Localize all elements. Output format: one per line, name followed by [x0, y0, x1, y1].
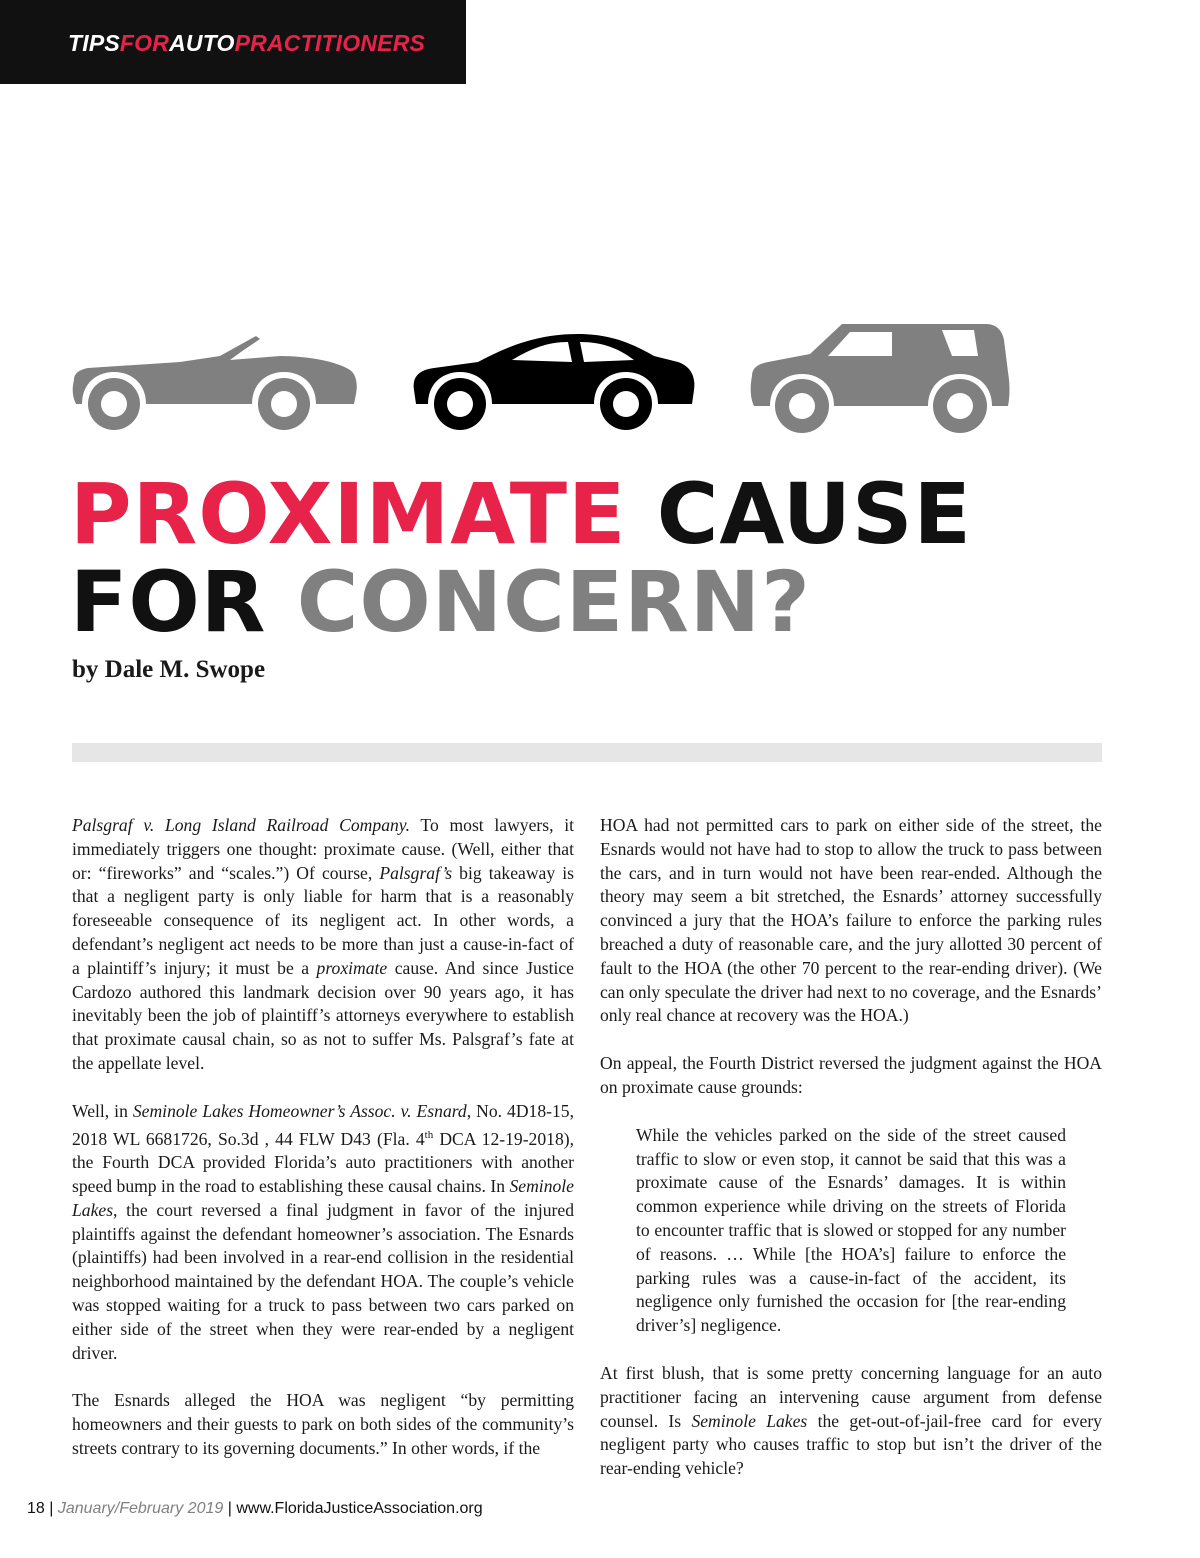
headline-proximate: PROXIMATE: [70, 465, 627, 563]
headline-cause: CAUSE: [656, 465, 972, 563]
case-name-seminole-short: Seminole Lakes: [72, 1176, 574, 1220]
suv-icon: [746, 318, 1016, 436]
paragraph-6-text-a: At first blush, that is some pretty concerning language for an auto practitioner facing an intervening cause argument from defense counsel. Is: [600, 1362, 1102, 1431]
section-label-tips: TIPS: [68, 30, 120, 56]
paragraph-1-italic-palsgraf: Palsgraf’s: [379, 862, 453, 883]
byline: by Dale M. Swope: [72, 656, 266, 683]
case-name-seminole: Seminole Lakes Homeowner’s Assoc. v. Esnard: [132, 1100, 467, 1121]
paragraph-2-text-c: DCA 12-19-2018), the Fourth DCA provided Florida’s auto practitioners with another speed bump in the road to establishing these causal chains. In: [72, 1128, 575, 1197]
section-label: [68, 30, 425, 57]
paragraph-5: On appeal, the Fourth District reversed the judgment against the HOA on proximate cause grounds:: [600, 1053, 1102, 1097]
superscript-th: th: [424, 1128, 434, 1141]
divider-bar: [72, 743, 1102, 762]
article-column-left: [72, 814, 574, 1485]
paragraph-2-text-d: , the court reversed a final judgment in favor of the injured plaintiffs against the defendant homeowner’s association. The Esnards (plaintiffs) had been involved in a rear-end collision in the residential neighborhood maintained by the defendant HOA. The couple’s vehicle was stopped waiting for a truck to pass between two cars parked on either side of the street when they were rear-ended by a negligent driver.: [72, 1199, 574, 1363]
paragraph-1-text-a: To most lawyers, it immediately triggers one thought: proximate cause. (Well, either that or: “fireworks” and “scales.”) Of course,: [72, 815, 574, 883]
headline-concern: CONCERN?: [296, 553, 811, 651]
paragraph-1: [72, 814, 574, 1076]
page-number: 18: [27, 1500, 45, 1517]
paragraph-1-text-b: big takeaway is that a negligent party is only liable for harm that is a reasonably foreseeable consequence of its negligent act. In other words, a defendant’s negligent act needs to be more than just a cause-in-fact of a plaintiff’s injury; it must be a: [72, 862, 574, 978]
paragraph-6-text-b: the get-out-of-jail-free card for every negligent party who causes traffic to stop but isn’t the driver of the rear-ending vehicle?: [600, 1410, 1102, 1479]
case-name-seminole-closing: Seminole Lakes: [691, 1410, 808, 1431]
website-url: www.FloridaJusticeAssociation.org: [236, 1500, 483, 1517]
block-quote: While the vehicles parked on the side of the street caused traffic to slow or even stop, it cannot be said that this was a proximate cause of the Esnards’ damages. It is within common experience while driving on the streets of Florida to encounter traffic that is slowed or stopped for any number of reasons. … While [the HOA’s] failure to enforce the parking rules was a cause-in-fact of the accident, its negligence only furnished the occasion for [the rear-ending driver’s] negligence.: [636, 1124, 1066, 1336]
convertible-icon: [70, 318, 360, 433]
footer-separator: |: [44, 1500, 58, 1517]
section-label-for: FOR: [119, 30, 170, 56]
case-name-palsgraf: Palsgraf v. Long Island Railroad Company.: [72, 815, 411, 835]
section-label-auto: AUTO: [169, 30, 235, 56]
paragraph-2-text-a: Well, in: [72, 1100, 133, 1121]
headline: [70, 465, 972, 651]
article-column-right: [600, 814, 1102, 1505]
paragraph-1-italic-proximate: proximate: [316, 957, 388, 978]
paragraph-6: [600, 1362, 1102, 1481]
issue-date: January/February 2019: [57, 1500, 224, 1517]
section-label-practitioners: PRACTITIONERS: [234, 30, 426, 56]
footer-separator: |: [223, 1500, 237, 1517]
coupe-icon: [408, 318, 698, 433]
paragraph-4: HOA had not permitted cars to park on either side of the street, the Esnards would not have had to stop to allow the truck to pass between the cars, and in turn would not have been rear-ended. Although the theory may seem a bit stretched, the Esnards’ attorney successfully convinced a jury that the HOA’s failure to enforce the parking rules breached a duty of reasonable care, and the jury allotted 30 percent of fault to the HOA (the other 70 percent to the rear-ending driver). (We can only speculate the driver had next to no coverage, and the Esnards’ only real chance at recovery was the HOA.): [600, 815, 1102, 1026]
paragraph-3: The Esnards alleged the HOA was negligent “by permitting homeowners and their guests to park on both sides of the community’s streets contrary to its governing documents.” In other words, if the: [72, 1390, 574, 1458]
headline-line-2: [70, 553, 972, 651]
header-bar: [0, 0, 466, 84]
paragraph-2: [72, 1100, 574, 1366]
headline-line-1: [70, 465, 972, 563]
car-illustration: [70, 318, 1010, 438]
paragraph-2-text-b: , No. 4D18-15, 2018 WL 6681726, So.3d , 44 FLW D43 (Fla. 4: [72, 1100, 574, 1149]
page-footer: [27, 1500, 483, 1518]
paragraph-1-text-c: cause. And since Justice Cardozo authored this landmark decision over 90 years ago, it has inevitably been the job of plaintiff’s attorneys everywhere to establish that proximate causal chain, so as not to suffer Ms. Palsgraf’s fate at the appellate level.: [72, 957, 574, 1073]
headline-for: FOR: [70, 553, 267, 651]
